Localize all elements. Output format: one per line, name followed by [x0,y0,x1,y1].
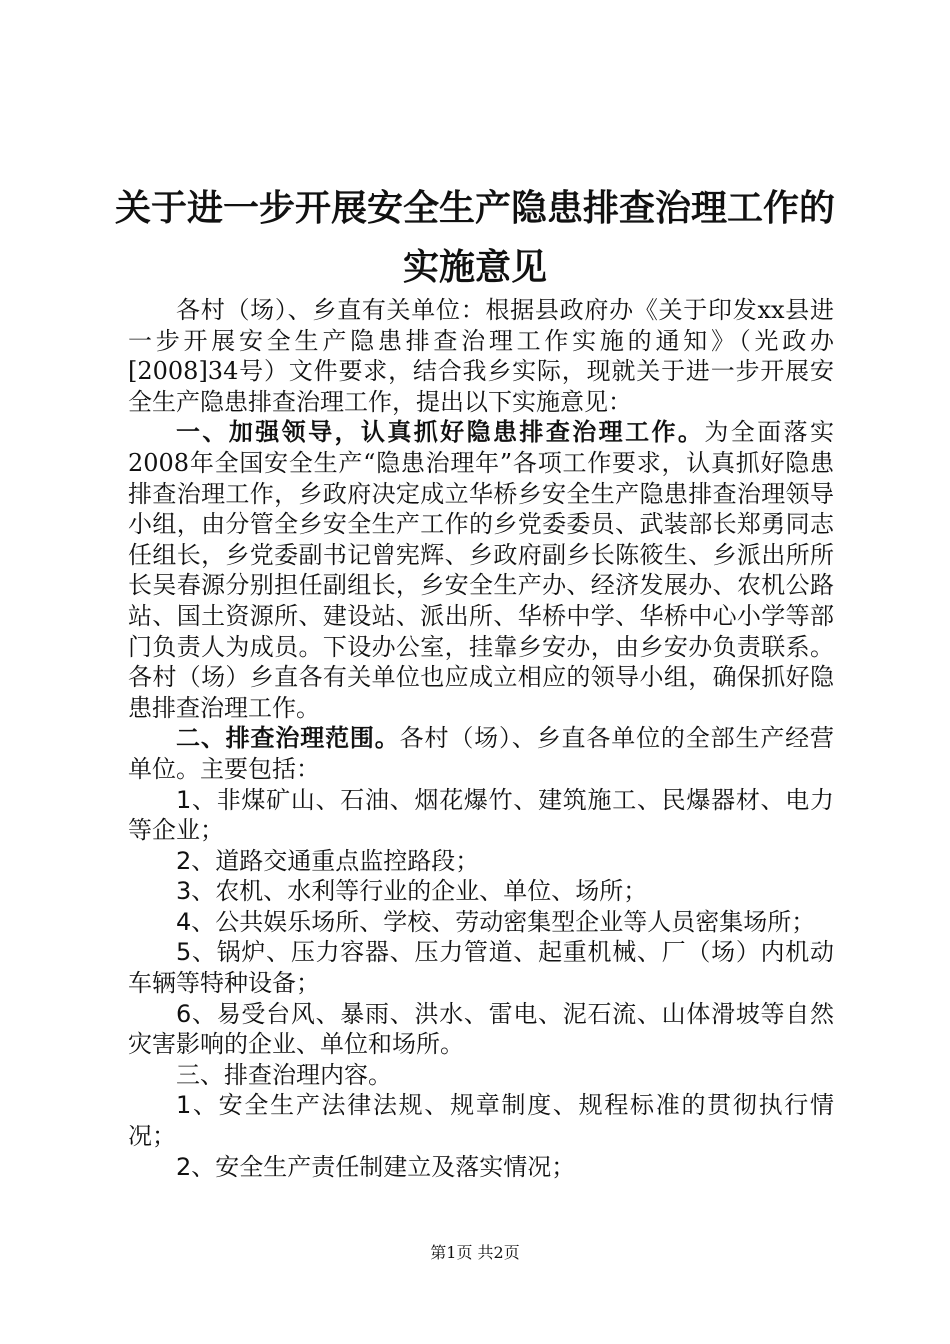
section3-heading: 三、排查治理内容。 [176,1060,392,1089]
document-title-line2: 实施意见 [402,247,547,288]
section1-body: 为全面落实2008年全国安全生产“隐患治理年”各项工作要求，认真抓好隐患排查治理工作，乡政府决定成立华桥乡安全生产隐患排查治理领导小组，由分管全乡安全生产工作的乡党委委员、武装部长郑勇同志任组长，乡党委副书记曾宪辉、乡政府副乡长陈筱生、乡派出所所长吴春源分别担任副组长，乡安全生产办、经济发展办、农机公路站、国土资源所、建设站、派出所、华桥中学、华桥中心小学等部门负责人为成员。下设办公室，挂靠乡安办，由乡安办负责联系。各村（场）乡直各有关单位也应成立相应的领导小组，确保抓好隐患排查治理工作。 [128,418,835,722]
scope-item: 5、锅炉、压力容器、压力管道、起重机械、厂（场）内机动车辆等特种设备； [128,938,834,998]
scope-item: 6、易受台风、暴雨、洪水、雷电、泥石流、山体滑坡等自然灾害影响的企业、单位和场所。 [128,999,834,1059]
section1-paragraph [128,417,834,723]
section2-paragraph [128,723,834,784]
intro-paragraph: 各村（场）、乡直有关单位：根据县政府办《关于印发xx县进一步开展安全生产隐患排查治理工作实施的通知》（光政办[2008]34号）文件要求，结合我乡实际，现就关于进一步开展安全生产隐患排查治理工作，提出以下实施意见： [128,296,834,416]
page-number-footer: 第1页 共2页 [430,1243,520,1262]
scope-item: 2、道路交通重点监控路段； [176,846,480,875]
scope-item: 1、非煤矿山、石油、烟花爆竹、建筑施工、民爆器材、电力等企业； [128,785,834,845]
scope-item: 4、公共娱乐场所、学校、劳动密集型企业等人员密集场所； [176,907,816,936]
scope-item: 3、农机、水利等行业的企业、单位、场所； [176,877,648,906]
content-item: 1、安全生产法律法规、规章制度、规程标准的贯彻执行情况； [128,1091,834,1151]
content-item: 2、安全生产责任制建立及落实情况； [176,1152,576,1181]
section2-heading: 二、排查治理范围。 [176,724,400,753]
section1-heading: 一、加强领导，认真抓好隐患排查治理工作。 [176,418,705,447]
document-body [128,295,834,1182]
document-title-line1: 关于进一步开展安全生产隐患排查治理工作的 [114,188,835,229]
section2-body: 各村（场）、乡直各单位的全部生产经营单位。主要包括： [128,724,835,783]
